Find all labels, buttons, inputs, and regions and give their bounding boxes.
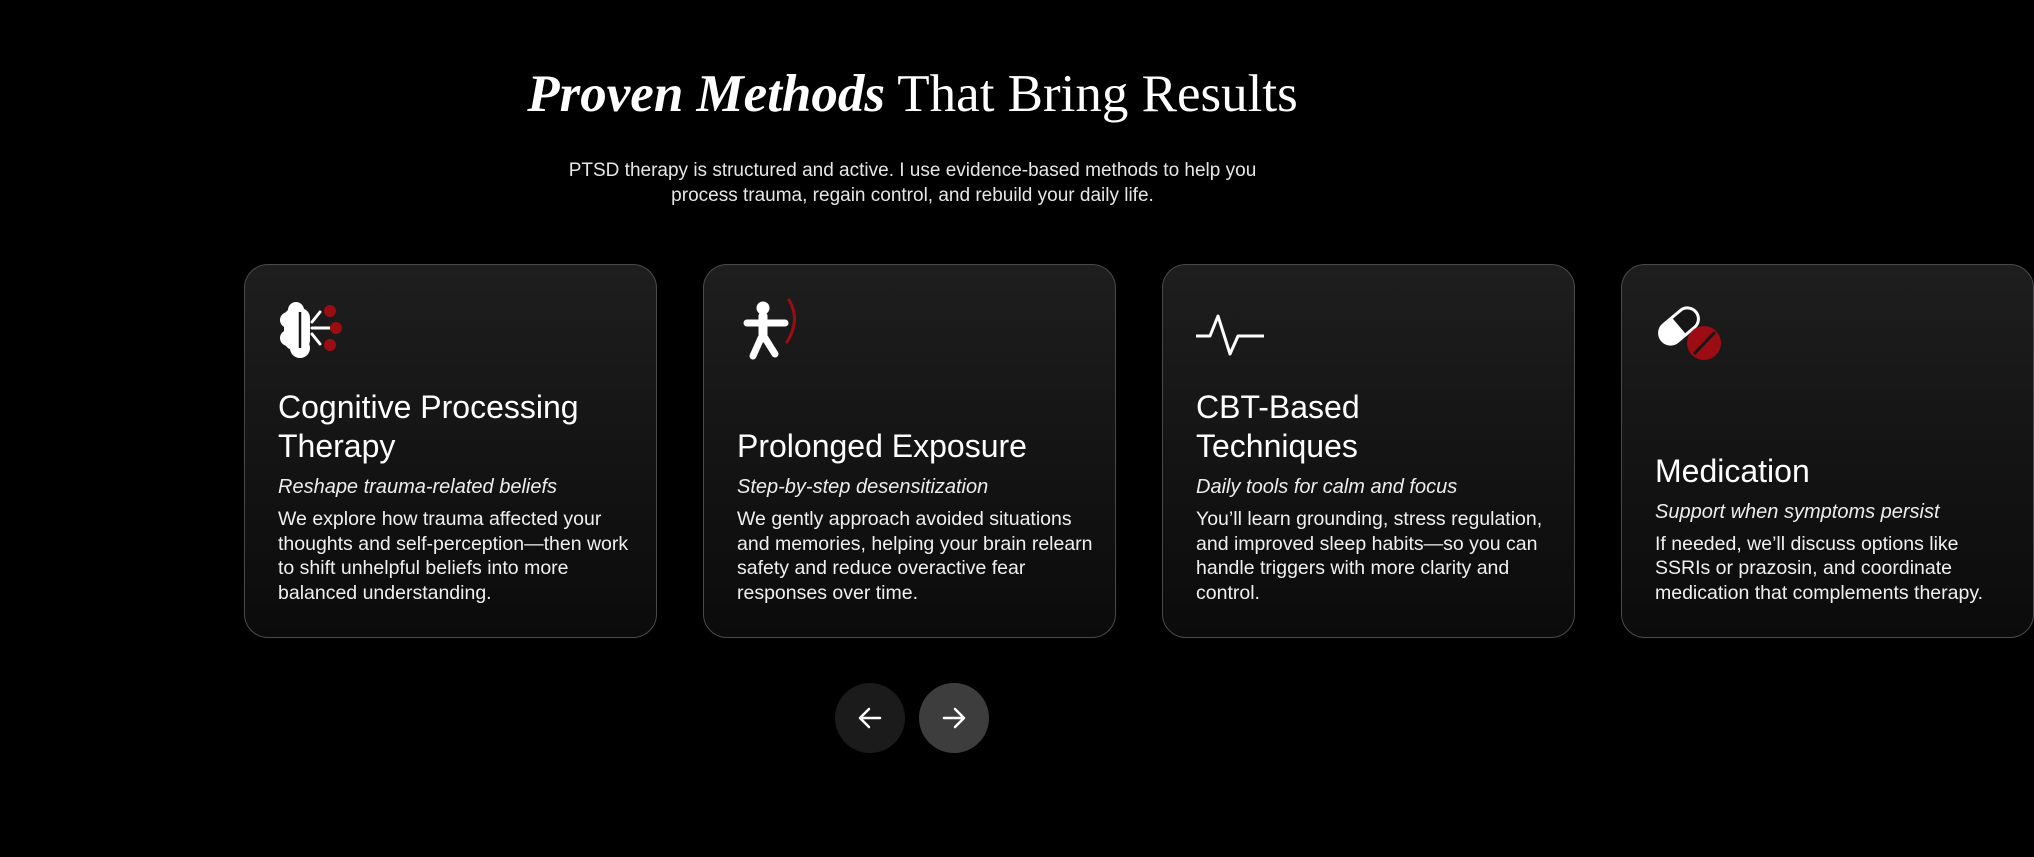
brain-network-icon (278, 298, 348, 364)
card-description: If needed, we’ll discuss options like SSRIs or prazosin, and coordinate medication that complements therapy. (1655, 532, 1984, 604)
card-description: We explore how trauma affected your thoughts and self-perception—then work to shift unhelpful beliefs into more balanced understanding. (278, 508, 629, 604)
arrow-right-icon (941, 705, 967, 731)
card-title: Cognitive Processing Therapy (278, 389, 579, 464)
card-tagline: Step-by-step desensitization (737, 476, 989, 498)
methods-carousel (244, 264, 1984, 640)
pill-capsule-icon (1655, 298, 1725, 364)
method-card-prolonged-exposure[interactable] (703, 264, 1116, 638)
card-description: You’ll learn grounding, stress regulation, and improved sleep habits—so you can handle triggers with more clarity and control. (1196, 508, 1543, 604)
subtitle-line-1: PTSD therapy is structured and active. I use evidence-based methods to help you (568, 160, 1257, 181)
previous-button[interactable] (835, 683, 905, 753)
subtitle-line-2: process trauma, regain control, and rebuild your daily life. (671, 185, 1154, 206)
card-title: Medication (1655, 452, 1810, 489)
method-card-medication[interactable] (1621, 264, 2034, 638)
card-description: We gently approach avoided situations and memories, helping your brain relearn safety and reduce overactive fear responses over time. (737, 508, 1093, 604)
heartbeat-moon-icon (1196, 298, 1266, 364)
next-button[interactable] (919, 683, 989, 753)
card-tagline: Support when symptoms persist (1655, 500, 1940, 523)
card-tagline: Daily tools for calm and focus (1196, 476, 1458, 498)
card-title: CBT-Based Techniques (1196, 389, 1360, 464)
card-tagline: Reshape trauma-related beliefs (278, 476, 558, 498)
section-title (0, 62, 1825, 126)
section-subtitle (500, 158, 1325, 208)
arrow-left-icon (857, 705, 883, 731)
card-title: Prolonged Exposure (737, 428, 1027, 464)
method-card-cognitive-processing[interactable] (244, 264, 657, 638)
carousel-navigation (835, 683, 989, 753)
section-title-rest: That Bring Results (885, 65, 1298, 123)
method-card-cbt-techniques[interactable] (1162, 264, 1575, 638)
person-exposure-icon (737, 298, 807, 364)
section-title-emphasis: Proven Methods (527, 65, 886, 123)
